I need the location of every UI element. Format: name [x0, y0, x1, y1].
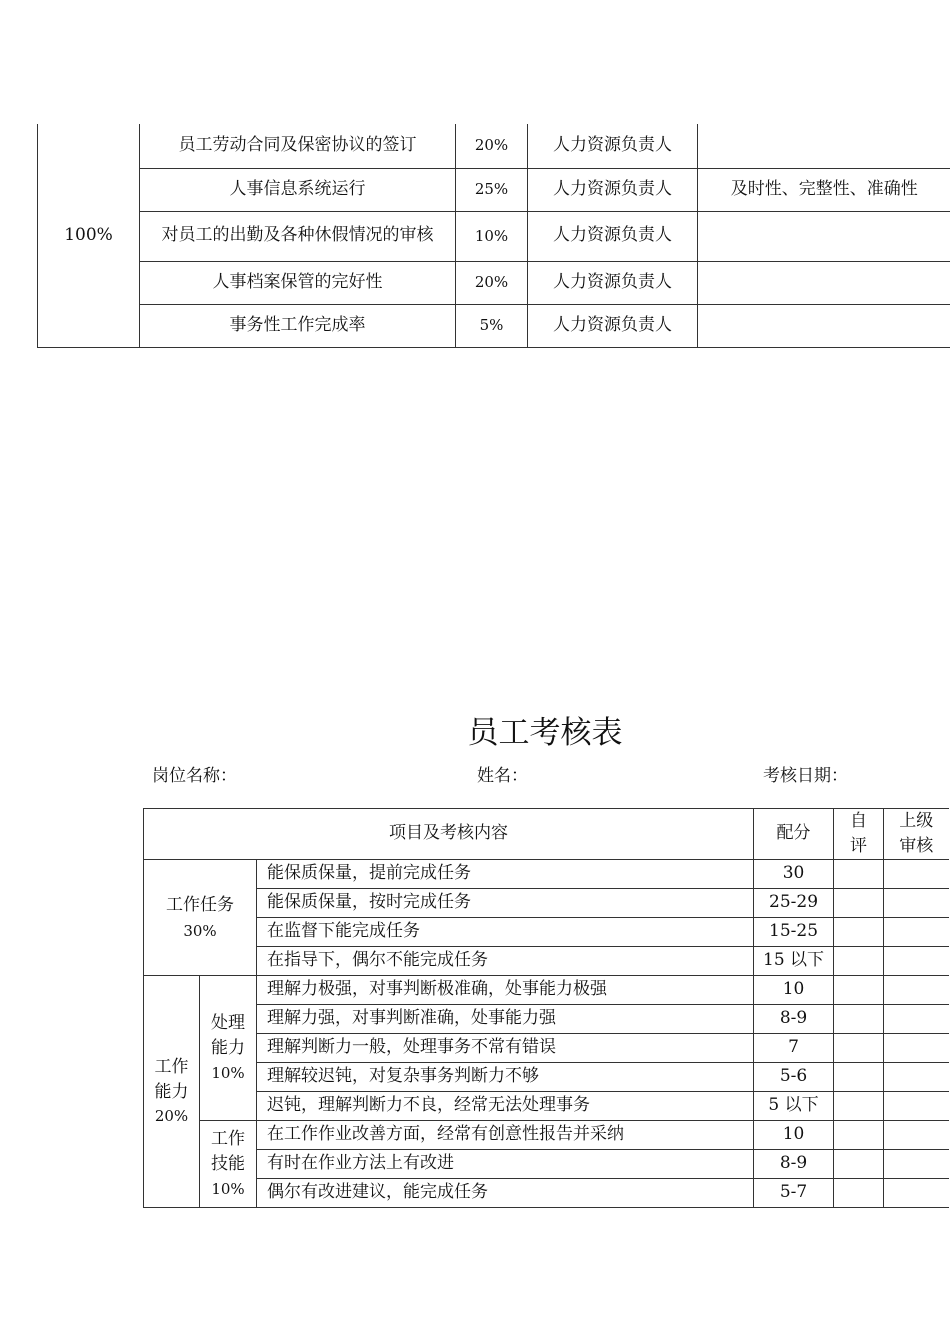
standard-cell: 及时性、完整性、准确性: [698, 168, 950, 211]
work-task-label: 工作任务: [166, 894, 234, 915]
superior-review-header: 上级审核: [884, 809, 949, 860]
score-cell: 10: [754, 976, 834, 1005]
table-row: [144, 1121, 949, 1150]
handling-pct: 10%: [211, 1063, 245, 1082]
superior-review-cell[interactable]: [884, 860, 949, 889]
table-row: [144, 1179, 949, 1208]
handling-label-2: 能力: [211, 1038, 245, 1058]
self-eval-cell[interactable]: [834, 947, 884, 976]
handling-label-1: 处理: [211, 1013, 245, 1034]
weight-cell: 100%: [38, 124, 140, 347]
self-eval-cell[interactable]: [834, 1034, 884, 1063]
self-eval-cell[interactable]: [834, 1063, 884, 1092]
table-row: [144, 918, 949, 947]
table-row: [144, 947, 949, 976]
header-row: [144, 809, 949, 860]
item-cell: 人事档案保管的完好性: [140, 261, 456, 304]
criterion-cell: 能保质保量，提前完成任务: [257, 860, 754, 889]
self-eval-cell[interactable]: [834, 918, 884, 947]
date-label: 考核日期：: [763, 766, 848, 786]
score-cell: 8-9: [754, 1150, 834, 1179]
name-label: 姓名：: [477, 766, 528, 786]
criterion-cell: 理解力强，对事判断准确，处事能力强: [257, 1005, 754, 1034]
skill-label-1: 工作: [211, 1129, 245, 1150]
standard-cell: [698, 261, 950, 304]
score-cell: 5-6: [754, 1063, 834, 1092]
self-eval-header: 自评: [834, 809, 884, 860]
self-eval-cell[interactable]: [834, 1150, 884, 1179]
work-task-category: [144, 860, 257, 976]
standard-cell: [698, 211, 950, 261]
table-row: [144, 1034, 949, 1063]
superior-review-cell[interactable]: [884, 889, 949, 918]
superior-review-cell[interactable]: [884, 947, 949, 976]
score-cell: 25-29: [754, 889, 834, 918]
table-row: [144, 889, 949, 918]
item-cell: 事务性工作完成率: [140, 304, 456, 347]
superior-review-cell[interactable]: [884, 1034, 949, 1063]
handling-category: [200, 976, 257, 1121]
work-ability-category: [144, 976, 200, 1208]
owner-cell: 人力资源负责人: [528, 124, 698, 168]
table-row: [144, 1063, 949, 1092]
superior-review-cell[interactable]: [884, 976, 949, 1005]
table-row: [38, 124, 950, 168]
table-row: [144, 976, 949, 1005]
criterion-cell: 迟钝，理解判断力不良，经常无法处理事务: [257, 1092, 754, 1121]
pct-cell: 25%: [456, 168, 528, 211]
self-eval-cell[interactable]: [834, 1179, 884, 1208]
owner-cell: 人力资源负责人: [528, 304, 698, 347]
skill-label-2: 技能: [211, 1154, 245, 1174]
pct-cell: 5%: [456, 304, 528, 347]
score-cell: 7: [754, 1034, 834, 1063]
skill-category: [200, 1121, 257, 1208]
work-ability-label-2: 能力: [154, 1081, 189, 1102]
work-ability-pct: 20%: [154, 1107, 189, 1126]
criterion-cell: 在指导下，偶尔不能完成任务: [257, 947, 754, 976]
self-eval-cell[interactable]: [834, 889, 884, 918]
score-cell: 5-7: [754, 1179, 834, 1208]
score-header: 配分: [754, 809, 834, 860]
self-eval-cell[interactable]: [834, 1121, 884, 1150]
work-ability-label-1: 工作: [154, 1056, 189, 1077]
superior-review-cell[interactable]: [884, 1005, 949, 1034]
table-row: [38, 168, 950, 211]
position-label: 岗位名称：: [152, 766, 237, 786]
pct-cell: 10%: [456, 211, 528, 261]
criterion-cell: 有时在作业方法上有改进: [257, 1150, 754, 1179]
superior-review-cell[interactable]: [884, 1063, 949, 1092]
self-eval-cell[interactable]: [834, 1005, 884, 1034]
item-cell: 对员工的出勤及各种休假情况的审核: [140, 211, 456, 261]
criterion-cell: 在工作作业改善方面，经常有创意性报告并采纳: [257, 1121, 754, 1150]
self-eval-cell[interactable]: [834, 976, 884, 1005]
criterion-cell: 理解力极强，对事判断极准确，处事能力极强: [257, 976, 754, 1005]
criterion-cell: 理解较迟钝，对复杂事务判断力不够: [257, 1063, 754, 1092]
table-row: [144, 1005, 949, 1034]
superior-review-cell[interactable]: [884, 1092, 949, 1121]
kpi-table: [37, 124, 950, 348]
form-title: 员工考核表: [467, 715, 623, 751]
superior-review-cell[interactable]: [884, 1179, 949, 1208]
table-row: [38, 304, 950, 347]
self-eval-cell[interactable]: [834, 860, 884, 889]
score-cell: 30: [754, 860, 834, 889]
table-row: [144, 860, 949, 889]
score-cell: 10: [754, 1121, 834, 1150]
pct-cell: 20%: [456, 124, 528, 168]
table-row: [144, 1092, 949, 1121]
criterion-cell: 理解判断力一般，处理事务不常有错误: [257, 1034, 754, 1063]
item-cell: 人事信息系统运行: [140, 168, 456, 211]
score-cell: 5 以下: [754, 1092, 834, 1121]
item-cell: 员工劳动合同及保密协议的签订: [140, 124, 456, 168]
criterion-cell: 偶尔有改进建议，能完成任务: [257, 1179, 754, 1208]
pct-cell: 20%: [456, 261, 528, 304]
criterion-cell: 在监督下能完成任务: [257, 918, 754, 947]
superior-review-cell[interactable]: [884, 1121, 949, 1150]
self-eval-cell[interactable]: [834, 1092, 884, 1121]
owner-cell: 人力资源负责人: [528, 211, 698, 261]
superior-review-cell[interactable]: [884, 1150, 949, 1179]
standard-cell: [698, 124, 950, 168]
content-header: 项目及考核内容: [144, 809, 754, 860]
work-task-pct: 30%: [183, 922, 217, 941]
evaluation-table: [143, 808, 949, 1208]
score-cell: 15-25: [754, 918, 834, 947]
criterion-cell: 能保质保量，按时完成任务: [257, 889, 754, 918]
owner-cell: 人力资源负责人: [528, 168, 698, 211]
owner-cell: 人力资源负责人: [528, 261, 698, 304]
score-cell: 15 以下: [754, 947, 834, 976]
superior-review-cell[interactable]: [884, 918, 949, 947]
table-row: [38, 261, 950, 304]
table-row: [38, 211, 950, 261]
skill-pct: 10%: [211, 1179, 245, 1198]
score-cell: 8-9: [754, 1005, 834, 1034]
table-row: [144, 1150, 949, 1179]
standard-cell: [698, 304, 950, 347]
